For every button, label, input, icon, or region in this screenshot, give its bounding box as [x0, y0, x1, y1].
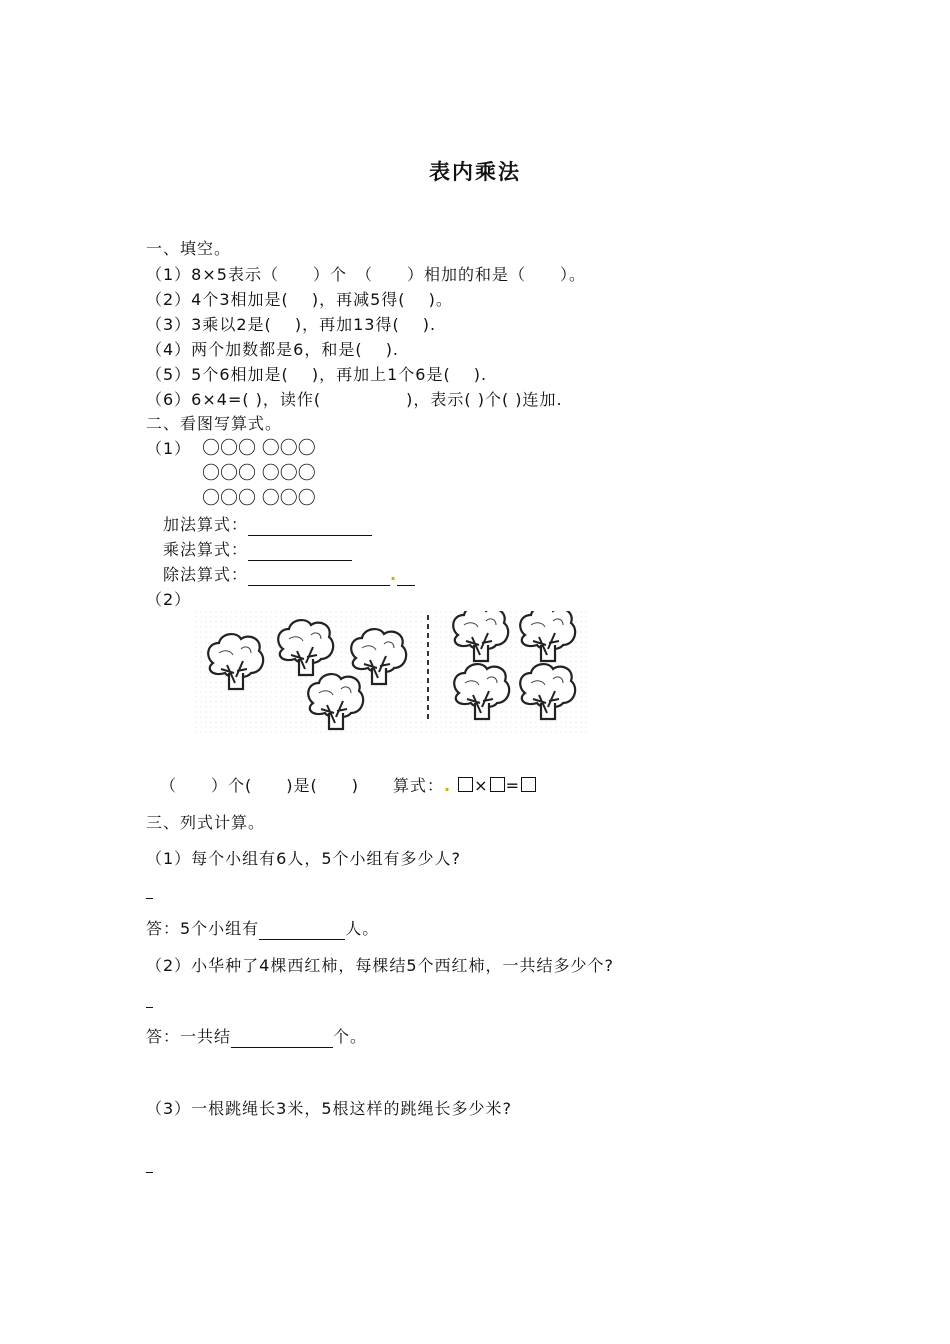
- answer-3-2-prefix: 答：一共结: [146, 1027, 232, 1046]
- question-1-6: （6）6×4=( )，读作( )，表示( )个( )连加.: [146, 390, 563, 409]
- answer-box[interactable]: [521, 777, 536, 792]
- section-1-heading: 一、填空。: [146, 239, 232, 258]
- answer-3-2: [146, 1026, 367, 1048]
- question-1-1: （1）8×5表示（ ）个 （ ）相加的和是（ ）。: [146, 265, 586, 284]
- answer-3-2-suffix: 个。: [333, 1027, 368, 1046]
- circle-row: 〇〇〇 〇〇〇: [202, 488, 316, 509]
- addition-blank[interactable]: [248, 517, 372, 536]
- work-line: [146, 1007, 153, 1008]
- question-1-3: （3）3乘以2是( )，再加13得( ).: [146, 315, 437, 334]
- page-title: 表内乘法: [429, 160, 521, 184]
- multiplication-label: 乘法算式：: [163, 540, 249, 559]
- answer-3-1-suffix: 人。: [345, 919, 380, 938]
- work-line: [146, 898, 153, 899]
- addition-line: [163, 514, 372, 536]
- circle-row: 〇〇〇 〇〇〇: [202, 438, 316, 459]
- division-blank[interactable]: [248, 567, 390, 586]
- answer-3-1-blank[interactable]: [259, 921, 345, 940]
- section-2-heading: 二、看图写算式。: [146, 414, 283, 433]
- multiplication-line: [163, 539, 352, 561]
- division-label: 除法算式：: [163, 565, 249, 584]
- addition-label: 加法算式：: [163, 515, 249, 534]
- broccoli-picture: [195, 611, 587, 735]
- marker-dot: .: [443, 776, 452, 795]
- work-line: [146, 1172, 153, 1173]
- section-3-heading: 三、列式计算。: [146, 813, 266, 832]
- question-1-5: （5）5个6相加是( )，再加上1个6是( ).: [146, 365, 488, 384]
- part-2-label: （2）: [146, 590, 192, 609]
- question-3-3: （3）一根跳绳长3米，5根这样的跳绳长多少米?: [146, 1099, 513, 1118]
- answer-3-2-blank[interactable]: [231, 1029, 333, 1048]
- equals-sign: =: [505, 776, 520, 795]
- marker-dot: .: [390, 565, 398, 584]
- multiplication-blank[interactable]: [248, 542, 352, 561]
- circle-row: 〇〇〇 〇〇〇: [202, 463, 316, 484]
- picture-answer-prefix: （ ）个( )是( ) 算式：: [160, 776, 444, 795]
- answer-box[interactable]: [490, 777, 505, 792]
- division-line: [163, 564, 415, 586]
- division-blank-tail[interactable]: [397, 567, 415, 586]
- answer-3-1-prefix: 答：5个小组有: [146, 919, 260, 938]
- answer-3-1: [146, 918, 379, 940]
- question-3-1: （1）每个小组有6人，5个小组有多少人?: [146, 849, 462, 868]
- question-1-4: （4）两个加数都是6，和是( ).: [146, 340, 400, 359]
- answer-box[interactable]: [458, 777, 473, 792]
- part-1-label: （1）: [146, 439, 192, 458]
- picture-answer-line: [160, 775, 537, 797]
- times-sign: ×: [474, 776, 489, 795]
- question-1-2: （2）4个3相加是( )，再减5得( )。: [146, 290, 453, 309]
- question-3-2: （2）小华种了4棵西红柿，每棵结5个西红柿，一共结多少个?: [146, 956, 615, 975]
